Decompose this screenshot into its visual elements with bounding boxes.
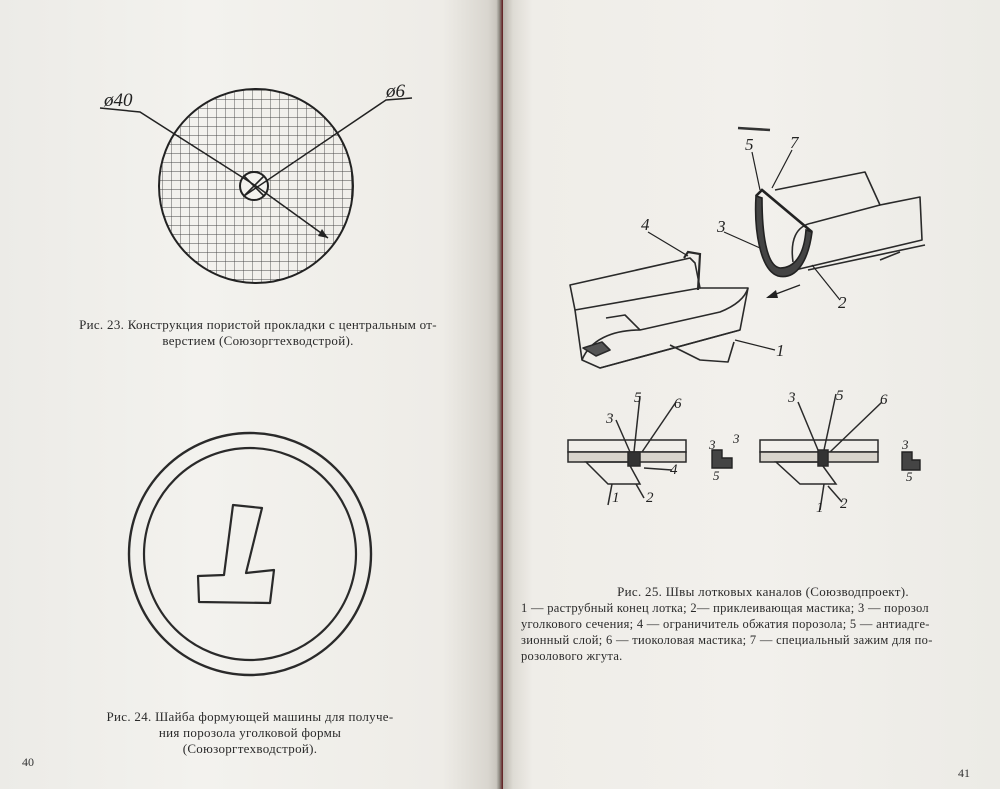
right-page [503, 0, 1000, 789]
sec-a-label-2: 2 [646, 490, 654, 506]
sec-b-label-2: 2 [840, 496, 848, 512]
label-2: 2 [838, 293, 847, 312]
fig24-washer-drawing [120, 425, 380, 685]
label-7: 7 [790, 133, 799, 152]
fig23-caption [58, 317, 458, 349]
fig25-caption-title: Рис. 25. Швы лотковых каналов (Союзводпроект). [617, 584, 909, 599]
detail-a-profile [712, 450, 732, 468]
fig24-caption-line1: Рис. 24. Шайба формующей машины для получе- [106, 709, 394, 724]
label-4: 4 [641, 215, 650, 234]
sec-b-label-6: 6 [880, 392, 888, 408]
sec-a-label-5: 5 [634, 390, 642, 406]
tray-bell-end [570, 258, 748, 368]
sec-a-label-1: 1 [612, 490, 620, 506]
angle-profile-shape [198, 505, 274, 603]
detail-a-label-3a: 3 [709, 437, 716, 452]
fig25-legend [521, 600, 983, 664]
label-3: 3 [717, 217, 726, 236]
detail-b-label-3: 3 [902, 437, 909, 452]
fig25-channel-joints-drawing [503, 0, 1000, 560]
sec-b-label-1: 1 [816, 500, 824, 516]
page-number-right: 41 [958, 766, 970, 780]
detail-a-label-3b: 3 [733, 431, 740, 446]
dim-outer-label: ø40 [104, 90, 133, 111]
detail-b-profile [902, 452, 920, 470]
fig24-caption-line3: (Союзоргтехводстрой). [182, 741, 318, 756]
sec-a-label-3: 3 [606, 411, 614, 427]
clamp [756, 190, 812, 232]
section-a [568, 396, 686, 505]
fig24-caption [80, 709, 420, 757]
fig23-porous-gasket-drawing [90, 81, 405, 295]
page-number-left: 40 [22, 755, 34, 769]
fig25-legend-line1: 1 — раструбный конец лотка; 2— приклеивающая мастика; 3 — порозол [521, 601, 929, 615]
label-5: 5 [745, 135, 754, 154]
fig25-legend-line3: зионный слой; 6 — тиоколовая мастика; 7 — специальный зажим для по- [521, 633, 933, 647]
fig25-legend-line2: уголкового сечения; 4 — ограничитель обжатия порозола; 5 — антиадге- [521, 617, 930, 631]
section-b [760, 394, 882, 510]
sec-a-label-4: 4 [670, 462, 678, 478]
fig25-legend-line4: розолового жгута. [521, 649, 623, 663]
detail-a-label-5: 5 [713, 468, 720, 483]
sec-b-label-3: 3 [788, 390, 796, 406]
fig23-caption-line2: верстием (Союзоргтехводстрой). [162, 333, 354, 348]
detail-b-label-5: 5 [906, 469, 913, 484]
dim-inner-label: ø6 [386, 81, 405, 102]
label-1: 1 [776, 341, 785, 360]
sec-a-label-6: 6 [674, 396, 682, 412]
sec-b-label-5: 5 [836, 388, 844, 404]
fig23-caption-line1: Рис. 23. Конструкция пористой прокладки с центральным от- [79, 317, 437, 332]
compression-limiter [684, 252, 700, 290]
fig24-caption-line2: ния порозола уголковой формы [158, 725, 342, 740]
